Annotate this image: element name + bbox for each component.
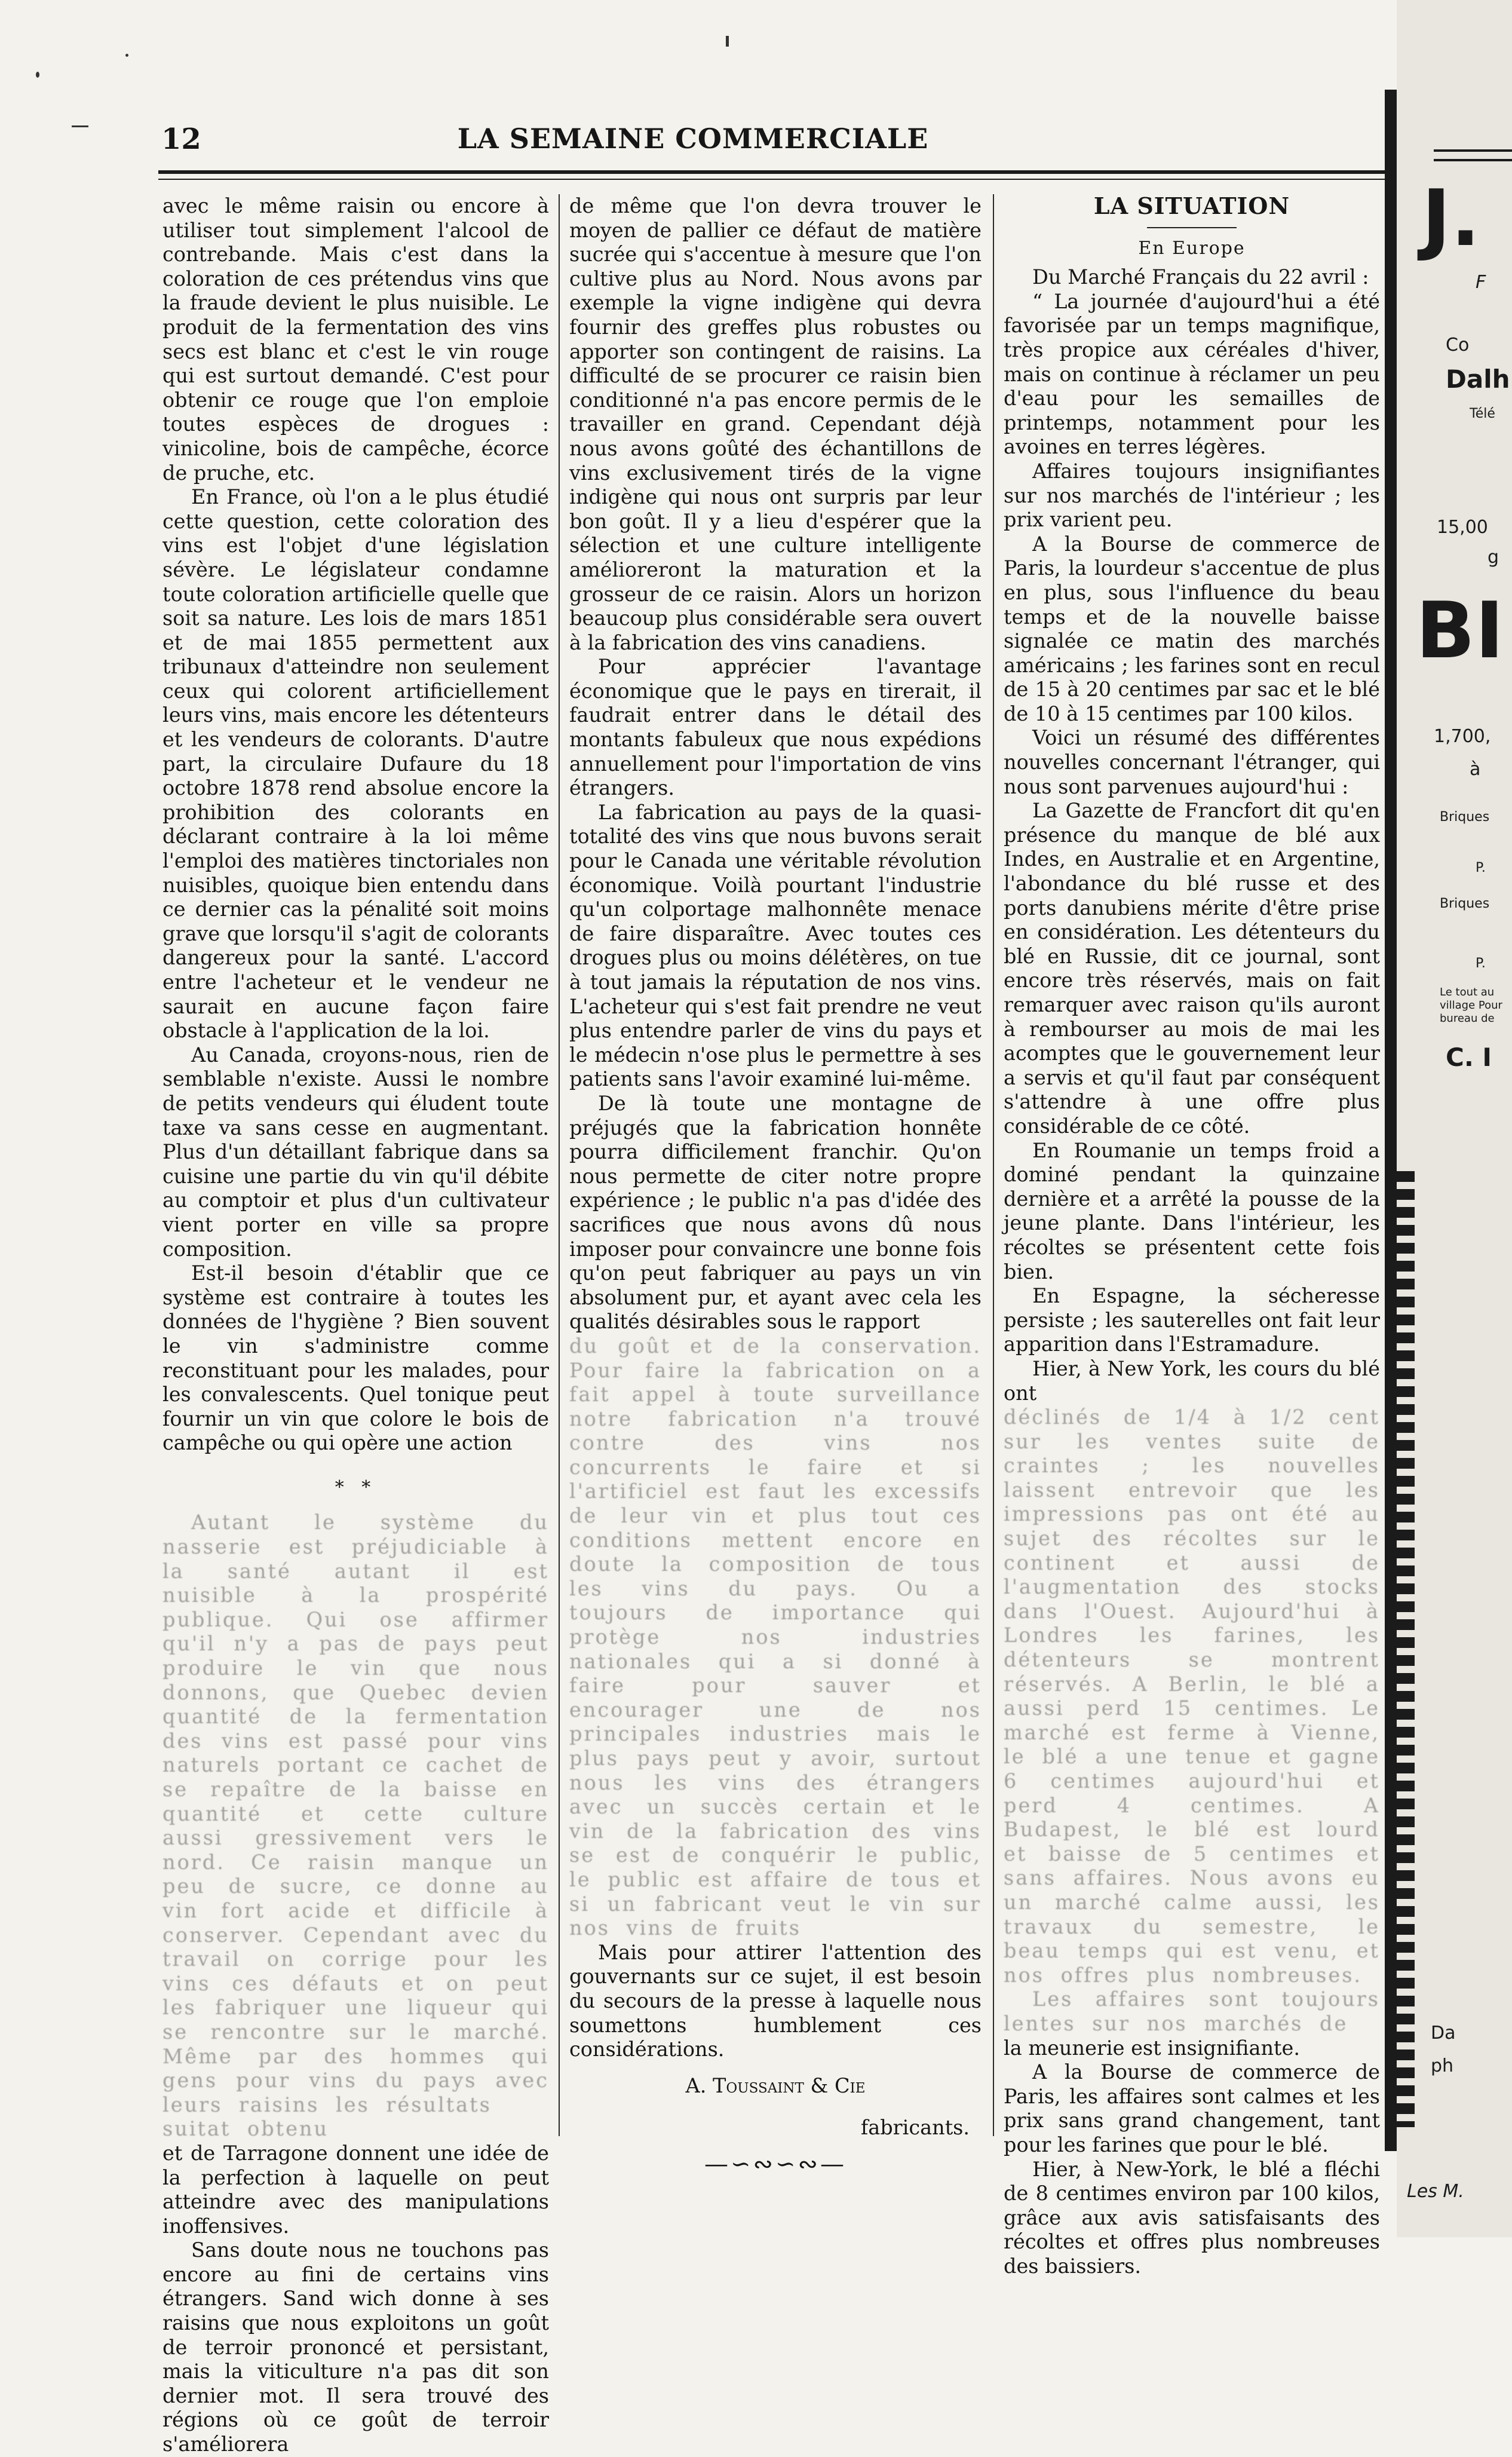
col2-paragraph-2: Pour apprécier l'avantage économique que le pays en tirerait, il faudrait entrer dans le détail des montants fabuleux que nous expédions annuellement pour l'importation de vins étrangers. <box>569 655 982 800</box>
col3-paragraph-8: Hier, à New York, les cours du blé ont <box>1004 1356 1380 1405</box>
ad-number-15000: 15,00 <box>1437 517 1488 538</box>
ad-briques-2: Briques <box>1440 896 1490 911</box>
col3-paragraph-7: En Espagne, la sécheresse persiste ; les sauterelles ont fait leur apparition dans l'Estramadure. <box>1004 1284 1380 1356</box>
col2-paragraph-4: De là toute une montagne de préjugés que la fabrication honnête pourra difficilement franchir. Qu'on nous permette de citer notre propre expérience ; le public n'a pas d'idée des sacrifices que nous avons dû nous imposer pour convaincre une bonne fois qu'on peut fabriquer au pays un vin absolument pur, et ayant avec cela les qualités désirables sous le rapport <box>569 1091 982 1334</box>
ad-briques-1: Briques <box>1440 810 1490 825</box>
col3-paragraph-4: Voici un résumé des différentes nouvelles concernant l'étranger, qui nous sont parvenues aujourd'hui : <box>1004 726 1380 798</box>
col3-paragraph-6: En Roumanie un temps froid a dominé pendant la quinzaine dernière et a arrêté la pousse de la jeune plante. Dans l'intérieur, les récoltes se présentent cette fois bien. <box>1004 1138 1380 1283</box>
ad-dalh: Dalh <box>1446 364 1510 394</box>
edge-rule-1 <box>1434 149 1512 152</box>
header-rule-thin <box>158 179 1401 180</box>
ad-a: à <box>1470 759 1481 780</box>
ornament: —∽∾∽∾— <box>704 2150 847 2178</box>
ad-tele: Télé <box>1470 406 1495 421</box>
ad-ph: ph <box>1431 2055 1454 2076</box>
signature-name: A. Toussaint & Cie <box>685 2073 866 2097</box>
signature-role: fabricants. <box>860 2116 970 2140</box>
ad-letter-f: F <box>1476 272 1486 293</box>
print-speck-3 <box>726 36 729 47</box>
page-number: 12 <box>161 122 201 156</box>
col1-faded-start: suitat obtenu <box>162 2117 329 2141</box>
col2-faded-text: du goût et de la conservation. Pour faire la fabrication on a fait appel à toute surveillance notre fabrication n'a trouvé contre des vins nos concurrents le faire et si l'artificiel est faut les excessifs de leur vin et plus tout ces conditions mettent encore en doute la composition de tous les vins du pays. Ou a toujours de importance qui protège nos industries nationales qui a si donné à faire pour sauver et encourager une de nos principales industries mais le plus pays peut y avoir, surtout nous les vins des étrangers avec un succès certain et le vin de la fabrication des vins se est de conquérir le public, le public est affaire de tous et si un fabricant veut le vin sur nos vins de fruits <box>569 1334 982 1940</box>
col3-paragraph-11: Hier, à New-York, le blé a fléchi de 8 centimes environ par 100 kilos, grâce aux avis satisfaisants des récoltes et offres plus nombreuses des baissiers. <box>1004 2157 1380 2278</box>
column-3 <box>1004 192 1380 2278</box>
section-dinkus: * * <box>335 1476 377 1498</box>
col2-paragraph-3: La fabrication au pays de la quasi-totalité des vins que nous buvons serait pour le Canada une véritable révolution économique. Voilà pourtant l'industrie qu'un colportage malhonnête menace de faire disparaître. Avec toutes ces drogues plus ou moins délétères, on tue à tout jamais la réputation de nos vins. L'acheteur qui s'est fait prendre ne veut plus entendre parler de vins du pays et le médecin n'ose plus le permettre à ses patients sans l'avoir examiné lui-même. <box>569 800 982 1091</box>
title-rule <box>1147 227 1237 228</box>
ad-p-2: P. <box>1476 956 1486 971</box>
column-1 <box>162 194 549 2456</box>
section-subtitle: En Europe <box>1138 237 1246 259</box>
col3-faded-text: déclinés de 1/4 à 1/2 cent sur les ventes suite de craintes ; les nouvelles laissent entrevoir que les impressions pas ont été au sujet des récoltes sur le continent et aussi de l'augmentation des stocks dans l'Ouest. Aujourd'hui à Londres les farines, les détenteurs se montrent réservés. A Berlin, le blé a aussi perd 15 centimes. Le marché est ferme à Vienne, le blé a une tenue et gagne 6 centimes aujourd'hui et perd 4 centimes. A Budapest, le blé est lourd et baisse de 5 centimes et sans affaires. Nous avons eu un marché calme aussi, les travaux du semestre, le beau temps qui est venu, et nos offres plus nombreuses. <box>1004 1405 1380 1987</box>
ad-letter-j: J. <box>1422 173 1480 264</box>
ad-p-1: P. <box>1476 860 1486 875</box>
column-rule-2 <box>993 194 994 2136</box>
col3-intro: Du Marché Français du 22 avril : <box>1032 265 1369 289</box>
chain-border <box>1397 1171 1415 2127</box>
binding-shadow <box>1385 90 1397 2151</box>
col3-paragraph-3: A la Bourse de commerce de Paris, la lourdeur s'accentue de plus en plus, sous l'influence du beau temps et de la nouvelle baisse signalée ce matin des marchés américains ; les farines sont en recul de 15 à 20 centimes par sac et le blé de 10 à 15 centimes par 100 kilos. <box>1004 532 1380 725</box>
ad-les-m: Les M. <box>1407 2181 1464 2202</box>
ad-small-text: Le tout au village Pour bureau de <box>1440 986 1502 1025</box>
print-speck-1 <box>36 72 39 78</box>
ad-letters-bi: BI <box>1416 585 1504 676</box>
column-rule-1 <box>559 194 560 2136</box>
col1-paragraph-1: avec le même raisin ou encore à utiliser tout simplement l'alcool de contrebande. Mais c'est dans la coloration de ces prétendus vins que la fraude devient le plus nuisible. Le produit de la fermentation des vins secs est blanc et c'est le vin rouge qui est surtout demandé. C'est pour obtenir ce rouge que l'on emploie toutes espèces de drogues : vinicoline, bois de campêche, écorce de pruche, etc. <box>162 194 549 485</box>
col3-paragraph-5: La Gazette de Francfort dit qu'en présence du manque de blé aux Indes, en Australie et en Argentine, l'abondance du blé russe et des ports danubiens mérite d'être prise en considération. Les détenteurs du blé en Russie, dit ce journal, sont encore très réservés, mais on fait remarquer avec raison qu'ils auront à rembourser au mois de mai les acomptes que le gouvernement leur a servis et qu'il faut par conséquent s'attendre à une offre plus considérable de ce côté. <box>1004 799 1380 1138</box>
col2-paragraph-1: de même que l'on devra trouver le moyen de pallier ce défaut de matière sucrée qui s'accentue à mesure que l'on cultive plus au Nord. Nous avons par exemple la vigne indigène qui devra fournir des greffes plus robustes ou apporter son contingent de raisins. La difficulté de se procurer ce raisin bien conditionné n'a pas encore permis de le travailler en grand. Cependant déjà nous avons goûté des échantillons de vins exclusivement tirés de la vigne indigène qui nous ont surpris par leur bon goût. Il y a lieu d'espérer que la sélection et une culture intelligente amélioreront la maturation et la grosseur de ce raisin. Alors un horizon beaucoup plus considérable sera ouvert à la fabrication des vins canadiens. <box>569 194 982 654</box>
print-speck-2 <box>72 125 88 127</box>
ad-number-1700: 1,700, <box>1434 726 1491 747</box>
col1-paragraph-3: Au Canada, croyons-nous, rien de semblable n'existe. Aussi le nombre de petits vendeurs qui éludent toute taxe va sans cesse en augmentant. Plus d'un détaillant fabrique dans sa cuisine une partie du vin qu'il débite au comptoir et plus d'un cultivateur vient porter en ville sa propre composition. <box>162 1043 549 1261</box>
col1-paragraph-6: Sans doute nous ne touchons pas encore au fini de certains vins étrangers. Sand wich donne à ses raisins que nous exploitons un goût de terroir prononcé et persistant, mais la viticulture n'a pas dit son dernier mot. Il sera trouvé des régions où ce goût de terroir s'améliorera <box>162 2238 549 2456</box>
col2-paragraph-5: Mais pour attirer l'attention des gouvernants sur ce sujet, il est besoin du secours de la presse à laquelle nous soumettons humblement ces considérations. <box>569 1940 982 2061</box>
col1-paragraph-2: En France, où l'on a le plus étudié cette question, cette coloration des vins est l'objet d'une législation sévère. Le législateur condamne toute coloration artificielle quelle que soit sa nature. Les lois de mars 1851 et de mai 1855 permettent aux tribunaux d'atteindre non seulement ceux qui colorent artificiellement leurs vins, mais encore les détenteurs et les vendeurs de colorants. D'autre part, la circulaire Dufaure du 18 octobre 1878 rend absolue encore la prohibition des colorants en déclarant contraire à la loi même l'emploi des matières tinctoriales non nuisibles, quoique bien entendu dans ce dernier cas la pénalité soit moins grave que lorsqu'il s'agit de colorants dangereux pour la santé. L'accord entre l'acheteur et le vendeur ne saurait en aucune façon faire obstacle à l'application de la loi. <box>162 485 549 1043</box>
ad-c-i: C. I <box>1446 1043 1492 1072</box>
col3-paragraph-10: A la Bourse de commerce de Paris, les affaires sont calmes et les prix sans grand changement, tant pour les farines que pour le blé. <box>1004 2060 1380 2156</box>
col1-paragraph-5: et de Tarragone donnent une idée de la perfection à laquelle on peut atteindre avec des manipulations inoffensives. <box>162 2141 549 2238</box>
header-rule-thick <box>158 170 1401 174</box>
print-speck-4 <box>125 54 128 57</box>
ad-da: Da <box>1431 2023 1456 2044</box>
col1-paragraph-4: Est-il besoin d'établir que ce système est contraire à toutes les données de l'hygiène ? Bien souvent le vin s'administre comme reconstituant pour les malades, pour les convalescents. Quel tonique peut fournir un vin que colore le bois de campêche ou qui opère une action <box>162 1261 549 1455</box>
masthead: LA SEMAINE COMMERCIALE <box>457 122 929 155</box>
col3-paragraph-1: “ La journée d'aujourd'hui a été favorisée par un temps magnifique, très propice aux céréales d'hiver, mais on continue à réclamer un peu d'eau pour les semailles de printemps, notamment pour les avoines en terres légères. <box>1004 289 1380 459</box>
col3-paragraph-2: Affaires toujours insignifiantes sur nos marchés de l'intérieur ; les prix varient peu. <box>1004 459 1380 532</box>
signature <box>569 2074 982 2098</box>
edge-rule-2 <box>1434 159 1512 161</box>
section-title: LA SITUATION <box>1093 192 1290 219</box>
col3-faded-start: Les affaires sont toujours lentes sur nos marchés de <box>1004 1987 1380 2035</box>
column-2 <box>569 194 982 2178</box>
ad-g: g <box>1488 547 1499 568</box>
col3-paragraph-9: la meunerie est insignifiante. <box>1004 2036 1300 2060</box>
ad-co: Co <box>1446 335 1470 356</box>
col1-faded-text: Autant le système du nasserie est préjudiciable à la santé autant il est nuisible à la prospérité publique. Qui ose affirmer qu'il n'y a pas de pays peut produire le vin que nous donnons, que Quebec devien quantité de la fermentation des vins est passé pour vins naturels portant ce cachet de se repaître de la baisse en quantité et cette culture aussi gressivement vers le nord. Ce raisin manque un peu de sucre, ce donne au vin fort acide et difficile à conserver. Cependant avec du travail on corrige pour les vins ces défauts et on peut les fabriquer une liqueur qui se rencontre sur le marché. Même par des hommes qui gens pour vins du pays avec leurs raisins les résultats <box>162 1511 549 2116</box>
